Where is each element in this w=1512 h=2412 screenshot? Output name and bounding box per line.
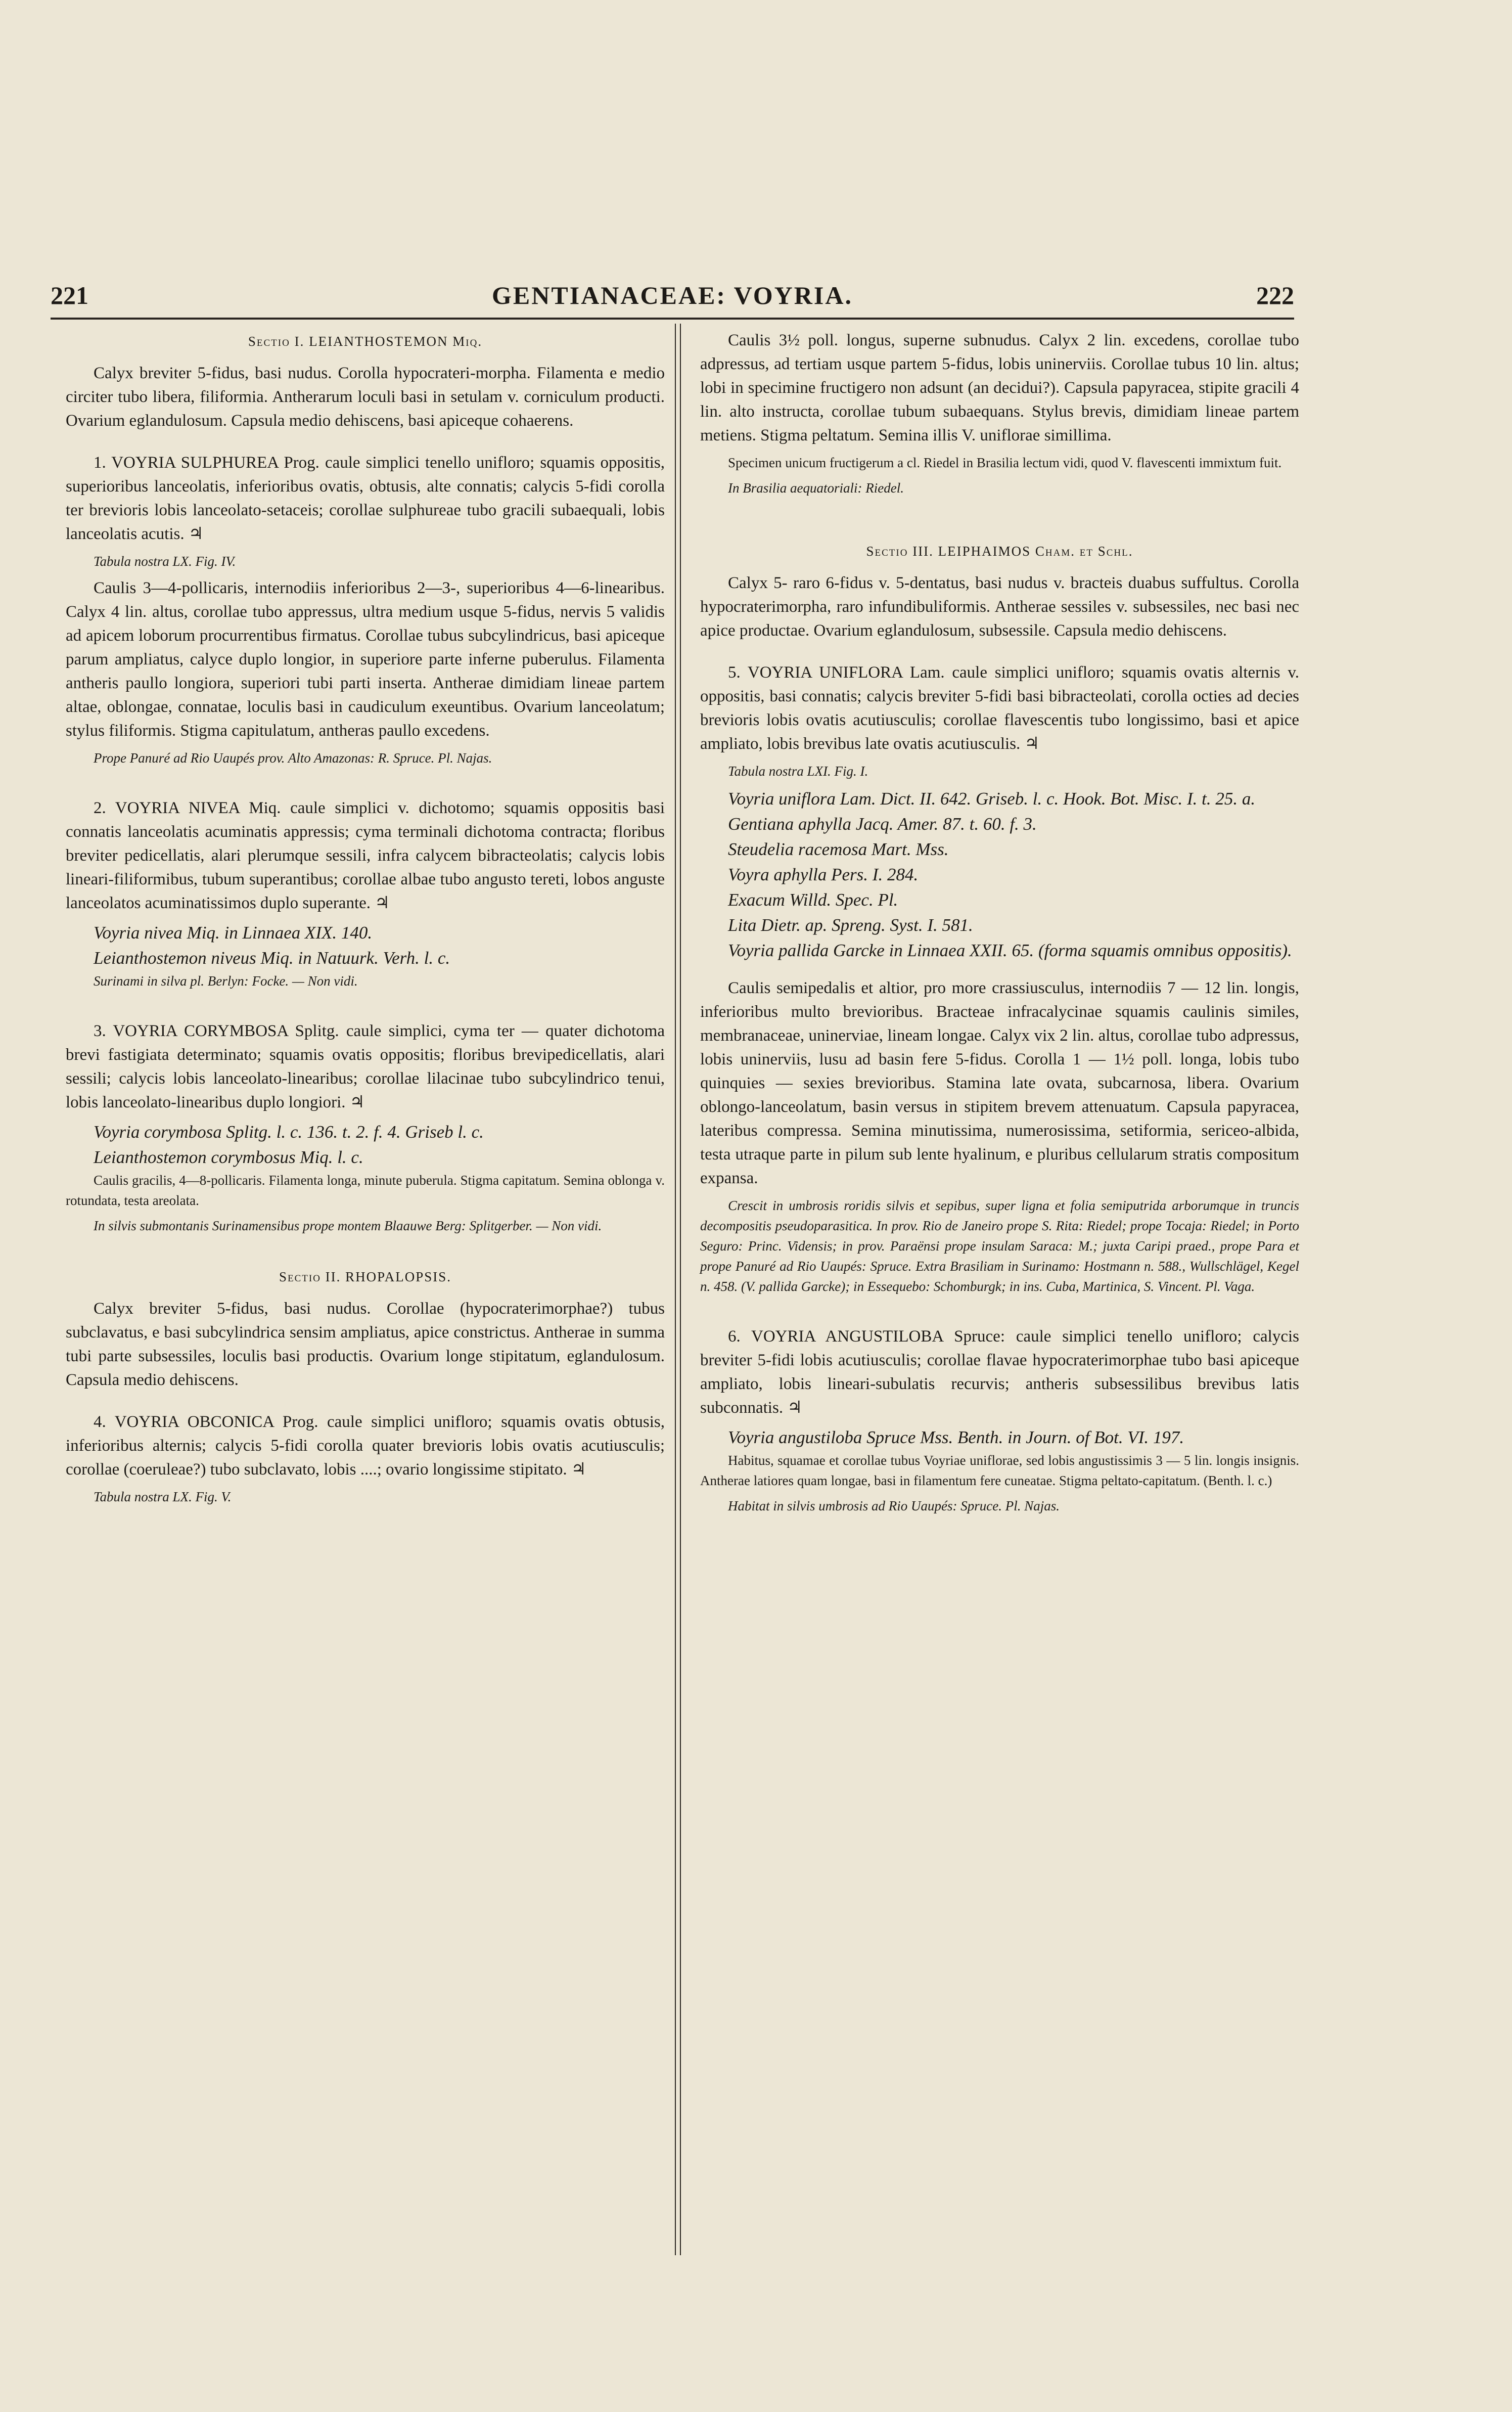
plate-reference: Tabula nostra LX. Fig. IV. bbox=[94, 554, 236, 569]
synonym-reference: Voyria pallida Garcke in Linnaea XXII. 65. (forma squamis omnibus oppositis). bbox=[728, 941, 1292, 960]
synonym-reference: Leianthostemon niveus Miq. in Natuurk. Verh. l. c. bbox=[94, 948, 450, 968]
column-divider bbox=[675, 324, 681, 2255]
species-diagnosis: 6. VOYRIA ANGUSTILOBA Spruce: caule simplici tenello unifloro; calycis breviter 5-fidi lobis acutiusculis; corollae flavae hypocraterimorphae tubo basi apiceque ampliato, lobis lineari-subulatis recurvis; antheris subsessilibus brevibus latis subconnatis. ♃ bbox=[700, 1327, 1299, 1417]
locality: Habitat in silvis umbrosis ad Rio Uaupés: Spruce. Pl. Najas. bbox=[728, 1498, 1060, 1513]
plate-reference: Tabula nostra LXI. Fig. I. bbox=[728, 764, 868, 779]
synonym-reference: Voyria nivea Miq. in Linnaea XIX. 140. bbox=[94, 923, 373, 943]
species-diagnosis: 4. VOYRIA OBCONICA Prog. caule simplici unifloro; squamis ovatis obtusis, inferioribus alternis; calycis 5-fidi corolla quater brevioris lobis ovatis acutiusculis; corollae (coeruleae?) tubo subclavato, lobis ....; ovario longissime stipitato. ♃ bbox=[66, 1413, 665, 1479]
synonym-reference: Voyria corymbosa Splitg. l. c. 136. t. 2. f. 4. Griseb l. c. bbox=[94, 1122, 484, 1142]
page-number-right: 222 bbox=[1256, 281, 1294, 309]
locality: In Brasilia aequatoriali: Riedel. bbox=[728, 480, 904, 496]
species-description: Caulis 3—4-pollicaris, internodiis inferioribus 2—3-, superioribus 4—6-linearibus. Calyx 4 lin. altus, corollae tubo appressus, ultra medium usque 5-fidus, nervis 5 validis ad apicem loborum procurrentibus firmatus. Corollae tubus subcylindricus, basi apiceque parum ampliatus, calyce duplo longior, in superiore parte inferne puberulus. Filamenta antheris paullo longiora, superiori tubi parti inserta. Antherae dimidiam lineae partem altae, oblongae, connatae, loculis basi in caudiculum exeuntibus. Ovarium lanceolatum; stylus filiformis. Stigma capitulatum, antheras paullo excedens. bbox=[66, 579, 665, 740]
species-description: Caulis 3½ poll. longus, superne subnudus. Calyx 2 lin. excedens, corollae tubo adpressus, ad tertiam usque partem 5-fidus, lobis uninerviis. Corollae tubus 10 lin. altus; lobi in specimine fructigero non adsunt (an decidui?). Capsula papyracea, stipite gracili 4 lin. alto instructa, corollae tubum subaequans. Stylus brevis, dimidiam lineae partem metiens. Stigma peltatum. Semina illis V. uniflorae simillima. bbox=[700, 331, 1299, 444]
locality: Surinami in silva pl. Berlyn: Focke. — Non vidi. bbox=[94, 973, 358, 989]
synonym-reference: Voyria uniflora Lam. Dict. II. 642. Griseb. l. c. Hook. Bot. Misc. I. t. 25. a. bbox=[728, 789, 1256, 809]
section-heading: Sectio I. LEIANTHOSTEMON Miq. bbox=[248, 334, 483, 349]
locality: In silvis submontanis Surinamensibus prope montem Blaauwe Berg: Splitgerber. — Non vidi. bbox=[94, 1218, 602, 1233]
running-title: GENTIANACEAE: VOYRIA. bbox=[492, 281, 853, 309]
locality: Prope Panuré ad Rio Uaupés prov. Alto Amazonas: R. Spruce. Pl. Najas. bbox=[94, 750, 492, 766]
specimen-note: Specimen unicum fructigerum a cl. Riedel in Brasilia lectum vidi, quod V. flavescenti immixtum fuit. bbox=[728, 455, 1282, 470]
species-description: Caulis gracilis, 4—8-pollicaris. Filamenta longa, minute puberula. Stigma capitatum. Semina oblonga v. rotundata, testa areolata. bbox=[66, 1173, 665, 1208]
section-description: Calyx breviter 5-fidus, basi nudus. Corollae (hypocraterimorphae?) tubus subclavatus, e basi subcylindrica sensim ampliatus, apice constrictus. Antherae in summa tubi parte subsessiles, loculis basi productis. Ovarium longe stipitatum, eglandulosum. Capsula medio dehiscens. bbox=[66, 1300, 665, 1389]
synonym-reference: Exacum Willd. Spec. Pl. bbox=[728, 890, 898, 910]
synonym-reference: Lita Dietr. ap. Spreng. Syst. I. 581. bbox=[728, 915, 973, 935]
section-heading: Sectio III. LEIPHAIMOS Cham. et Schl. bbox=[866, 544, 1133, 559]
species-diagnosis: 1. VOYRIA SULPHUREA Prog. caule simplici tenello unifloro; squamis oppositis, superioribus lanceolatis, inferioribus ovatis, obtusis, alte connatis; calycis 5-fidi corolla ter brevioris lobis lanceolato-setaceis; corollae sulphureae tubo gracili subaequali, lobis lanceolatis acutis. ♃ bbox=[66, 454, 665, 543]
section-description: Calyx breviter 5-fidus, basi nudus. Corolla hypocrateri-morpha. Filamenta e medio circiter tubo libera, filiformia. Antherarum loculi basi in setulam v. corniculum producti. Ovarium eglandulosum. Capsula medio dehiscens, basi apiceque cohaerens. bbox=[66, 364, 665, 430]
synonym-reference: Voyra aphylla Pers. I. 284. bbox=[728, 865, 919, 884]
synonym-reference: Steudelia racemosa Mart. Mss. bbox=[728, 839, 949, 859]
section-heading: Sectio II. RHOPALOPSIS. bbox=[279, 1269, 451, 1284]
header-rule bbox=[51, 318, 1294, 320]
species-diagnosis: 3. VOYRIA CORYMBOSA Splitg. caule simplici, cyma ter — quater dichotoma brevi fastigiata determinato; squamis ovatis oppositis; floribus brevipedicellatis, alari sessili; calycis lobis lanceolato-linearibus; corollae lilacinae tubo subcylindrico tenui, lobis lanceolato-linearibus duplo longiori. ♃ bbox=[66, 1022, 665, 1111]
page-header bbox=[51, 281, 1294, 316]
right-column bbox=[700, 329, 1299, 1521]
page-number-left: 221 bbox=[51, 281, 88, 309]
synonym-reference: Gentiana aphylla Jacq. Amer. 87. t. 60. f. 3. bbox=[728, 814, 1037, 834]
section-description: Calyx 5- raro 6-fidus v. 5-dentatus, basi nudus v. bracteis duabus suffultus. Corolla hypocraterimorpha, raro infundibuliformis. Antherae sessiles v. subsessiles, nec basi nec apice productae. Ovarium eglandulosum, subsessile. Capsula medio dehiscens. bbox=[700, 574, 1299, 640]
synonym-reference: Leianthostemon corymbosus Miq. l. c. bbox=[94, 1147, 363, 1167]
species-diagnosis: 5. VOYRIA UNIFLORA Lam. caule simplici unifloro; squamis ovatis alternis v. oppositis, basi connatis; calycis breviter 5-fidi basi bibracteolati, corolla octies ad decies brevioris lobis ovatis acutiusculis; corollae flavescentis tubo longissimo, basi et apice ampliato, lobis brevibus late ovatis acutiusculis. ♃ bbox=[700, 663, 1299, 753]
species-diagnosis: 2. VOYRIA NIVEA Miq. caule simplici v. dichotomo; squamis oppositis basi connatis lanceolatis acuminatis appressis; cyma terminali dichotoma contracta; floribus breviter pedicellatis, alari plerumque sessili, infra calycem bibracteolatis; calycis lobis lineari-filiformibus, tubum superantibus; corollae albae tubo angusto tereti, lobos anguste lanceolatos acuminatissimos duplo superante. ♃ bbox=[66, 799, 665, 912]
species-description: Habitus, squamae et corollae tubus Voyriae uniflorae, sed lobis angustissimis 3 — 5 lin. longis insignis. Antherae latiores quam longae, basi in filamentum fere cuneatae. Stigma peltato-capitatum. (Benth. l. c.) bbox=[700, 1453, 1299, 1488]
left-column bbox=[66, 329, 665, 1512]
synonym-reference: Voyria angustiloba Spruce Mss. Benth. in Journ. of Bot. VI. 197. bbox=[728, 1427, 1184, 1447]
locality: Crescit in umbrosis roridis silvis et sepibus, super ligna et folia semiputrida arborumque in truncis decompositis pseudoparasitica. In prov. Rio de Janeiro prope S. Rita: Riedel; prope Tocaja: Riedel; in Porto Seguro: Princ. Vidensis; in prov. Paraënsi prope insulam Saraca: M.; juxta Caripi praed., prope Para et prope Panuré ad Rio Uaupés: Spruce. Extra Brasiliam in Surinamo: Hostmann n. 588., Wullschlägel, Kegel n. 458. (V. pallida Garcke); in Essequebo: Schomburgk; in ins. Cuba, Martinica, S. Vincent. Pl. Vaga. bbox=[700, 1198, 1299, 1294]
plate-reference: Tabula nostra LX. Fig. V. bbox=[94, 1489, 232, 1504]
species-description: Caulis semipedalis et altior, pro more crassiusculus, internodiis 7 — 12 lin. longis, inferioribus multo brevioribus. Bracteae infracalycinae squamis caulinis similes, membranaceae, uninerviae, lineam longae. Calyx vix 2 lin. altus, corollae tubo adpressus, lobis uninerviis, lusu ad basin fere 5-fidus. Corolla 1 — 1½ poll. longa, lobis tubo quinquies — sexies brevioribus. Stamina late ovata, subcarnosa, libera. Ovarium oblongo-lanceolatum, basin versus in stipitem brevem attenuatum. Capsula papyracea, lateribus compressa. Semina minutissima, numerosissima, setiformia, sericeo-albida, testa utraque parte in pilum sub lente hyalinum, e pluribus cellularum stratis compositum expansa. bbox=[700, 979, 1299, 1187]
